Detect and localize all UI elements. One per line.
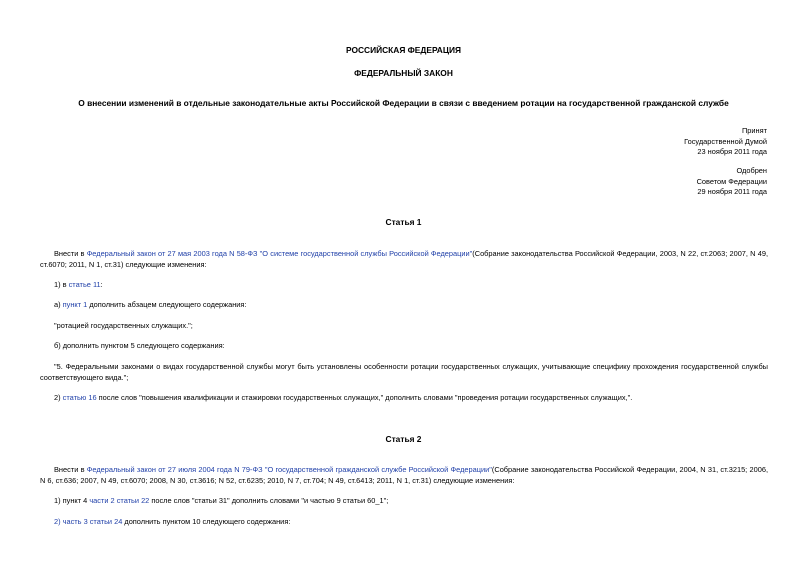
approved-date: 29 ноября 2011 года [697,187,767,197]
article-16-link[interactable]: статью 16 [62,393,97,402]
article-1-item-a: а) пункт 1 дополнить абзацем следующего содержания: [54,300,247,309]
document-title: О внесении изменений в отдельные законодательные акты Российской Федерации в связи с введением ротации на государственной гражданской службе [78,98,729,108]
article-1-item-2: 2) статью 16 после слов "повышения квалификации и стажировки государственных служащих," дополнить словами "проведения ротации государственных служащих,". [54,393,633,402]
adopted-label: Принят [741,126,767,135]
document-header-type: ФЕДЕРАЛЬНЫЙ ЗАКОН [354,68,453,78]
article-1-item-1: 1) в статье 11: [54,280,103,289]
article-24-part-3-link[interactable]: 2) часть 3 статьи 24 [54,517,123,526]
approved-label: Одобрен [736,166,767,175]
article-1-item-b: б) дополнить пунктом 5 следующего содержания: [54,341,225,350]
article-1-intro: Внести в Федеральный закон от 27 мая 2003 года N 58-ФЗ "О системе государственной службы Российской Федерации"(Собрание законодательства Российской Федерации, 2003, N 22, ст.2063; 2007, N 49, ст.6070; 2011, N 1, ст.31) следующие изменения: [40,249,769,269]
document-header-country: РОССИЙСКАЯ ФЕДЕРАЦИЯ [345,45,462,55]
article-2-intro: Внести в Федеральный закон от 27 июля 2004 года N 79-ФЗ "О государственной гражданской службе Российской Федерации"(Собрание законодательства Российской Федерации, 2004, N 31, ст.3215; 2006, N 6, ст.636; 2007, N 49, ст.6070; 2008, N 30, ст.3616; N 52, ст.6235; 2010, N 7, ст.704; N 49, ст.6413; 2011, N 1, ст.31) следующие изменения: [40,465,768,485]
article-1-quote-1: "ротацией государственных служащих."; [54,321,193,330]
article-22-part-2-link[interactable]: части 2 статьи 22 [89,496,150,505]
article-2-item-1: 1) пункт 4 части 2 статьи 22 после слов "статьи 31" дополнить словами "и частью 9 статьи 60_1"; [54,496,389,505]
article-1-heading: Статья 1 [385,217,422,227]
adopted-block [567,126,767,158]
approved-block [567,166,767,198]
approved-by: Советом Федерации [696,176,767,186]
adopted-by: Государственной Думой [684,136,767,146]
article-2-item-2: 2) часть 3 статьи 24 дополнить пунктом 10 следующего содержания: [54,517,291,526]
article-11-link[interactable]: статье 11 [68,280,101,289]
article-1-quote-2: "5. Федеральными законами о видах государственной службы могут быть установлены особенности ротации государственных служащих, учитывающие специфику прохождения государственной службы соответствующего вида."; [40,362,768,382]
article-2-heading: Статья 2 [385,434,422,444]
adopted-date: 23 ноября 2011 года [697,147,767,157]
law-79-fz-link[interactable]: Федеральный закон от 27 июля 2004 года N 79-ФЗ "О государственной гражданской службе Российской Федерации" [86,465,492,474]
point-1-link[interactable]: пункт 1 [62,300,88,309]
law-58-fz-link[interactable]: Федеральный закон от 27 мая 2003 года N 58-ФЗ "О системе государственной службы Российской Федерации" [86,249,473,258]
